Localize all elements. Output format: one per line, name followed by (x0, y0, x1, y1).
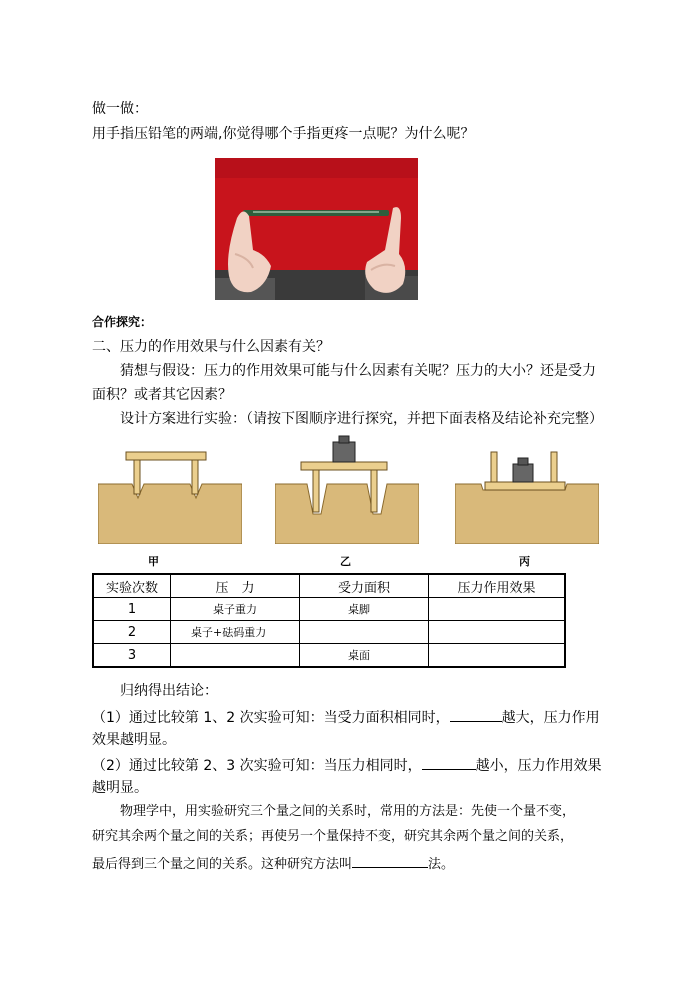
cell-trial: 3 (93, 644, 171, 668)
figure-jia-diagram (98, 448, 242, 544)
table-header-row (93, 574, 565, 598)
caption-bing: 丙 (519, 555, 530, 568)
cell-force (171, 644, 300, 668)
cell-area: 桌脚 (300, 598, 429, 621)
cell-area (300, 621, 429, 644)
cell-trial: 1 (93, 598, 171, 621)
cell-force: 桌子重力 (171, 598, 300, 621)
section-title: 二、压力的作用效果与什么因素有关？ (92, 339, 330, 355)
cell-area: 桌面 (300, 644, 429, 668)
header-force: 压 力 (171, 574, 300, 598)
conclusion-1-part-a: （1）通过比较第 1、2 次实验可知：当受力面积相同时， (92, 710, 450, 726)
experiment-table (92, 573, 566, 668)
conclusion-2-part-a: （2）通过比较第 2、3 次实验可知：当压力相同时， (92, 758, 422, 774)
cell-effect (429, 644, 566, 668)
header-area: 受力面积 (300, 574, 429, 598)
conclusion-1 (92, 707, 600, 727)
table-row (93, 598, 565, 621)
hypothesis-line2: 面积？或者其它因素？ (92, 387, 232, 403)
intro-heading: 做一做： (92, 101, 148, 117)
cell-trial: 2 (93, 621, 171, 644)
cell-effect (429, 621, 566, 644)
hypothesis-line1: 猜想与假设：压力的作用效果可能与什么因素有关呢？压力的大小？还是受力 (120, 363, 596, 379)
method-line3 (92, 853, 454, 874)
conclusion-1-part-b: 越大，压力作用 (501, 710, 600, 726)
method-line3-part-a: 最后得到三个量之间的关系。这种研究方法叫 (92, 857, 353, 872)
blank-field[interactable] (352, 853, 428, 868)
cell-effect (429, 598, 566, 621)
cell-force: 桌子+砝码重力 (171, 621, 300, 644)
caption-yi: 乙 (340, 555, 351, 568)
header-trial: 实验次数 (93, 574, 171, 598)
caption-jia: 甲 (148, 555, 159, 568)
conclusion-2-cont: 越明显。 (92, 780, 148, 796)
table-row (93, 644, 565, 668)
pencil-press-photo (215, 158, 418, 300)
figure-bing-diagram (455, 448, 599, 544)
intro-question: 用手指压铅笔的两端,你觉得哪个手指更疼一点呢？为什么呢？ (92, 126, 475, 142)
explore-heading: 合作探究： (92, 315, 153, 329)
blank-field[interactable] (422, 755, 476, 770)
method-line2: 研究其余两个量之间的关系；再使另一个量保持不变，研究其余两个量之间的关系， (92, 829, 574, 844)
conclusion-title: 归纳得出结论： (120, 683, 218, 699)
method-line3-part-b: 法。 (428, 857, 455, 872)
figure-yi-diagram (275, 434, 419, 544)
blank-field[interactable] (450, 707, 502, 722)
method-line1: 物理学中，用实验研究三个量之间的关系时，常用的方法是：先使一个量不变， (120, 804, 576, 819)
conclusion-2 (92, 755, 602, 775)
header-effect: 压力作用效果 (429, 574, 566, 598)
conclusion-1-cont: 效果越明显。 (92, 732, 176, 748)
table-row (93, 621, 565, 644)
conclusion-2-part-b: 越小，压力作用效果 (475, 758, 602, 774)
design-instruction: 设计方案进行实验：（请按下图顺序进行探究，并把下面表格及结论补充完整） (120, 411, 603, 427)
